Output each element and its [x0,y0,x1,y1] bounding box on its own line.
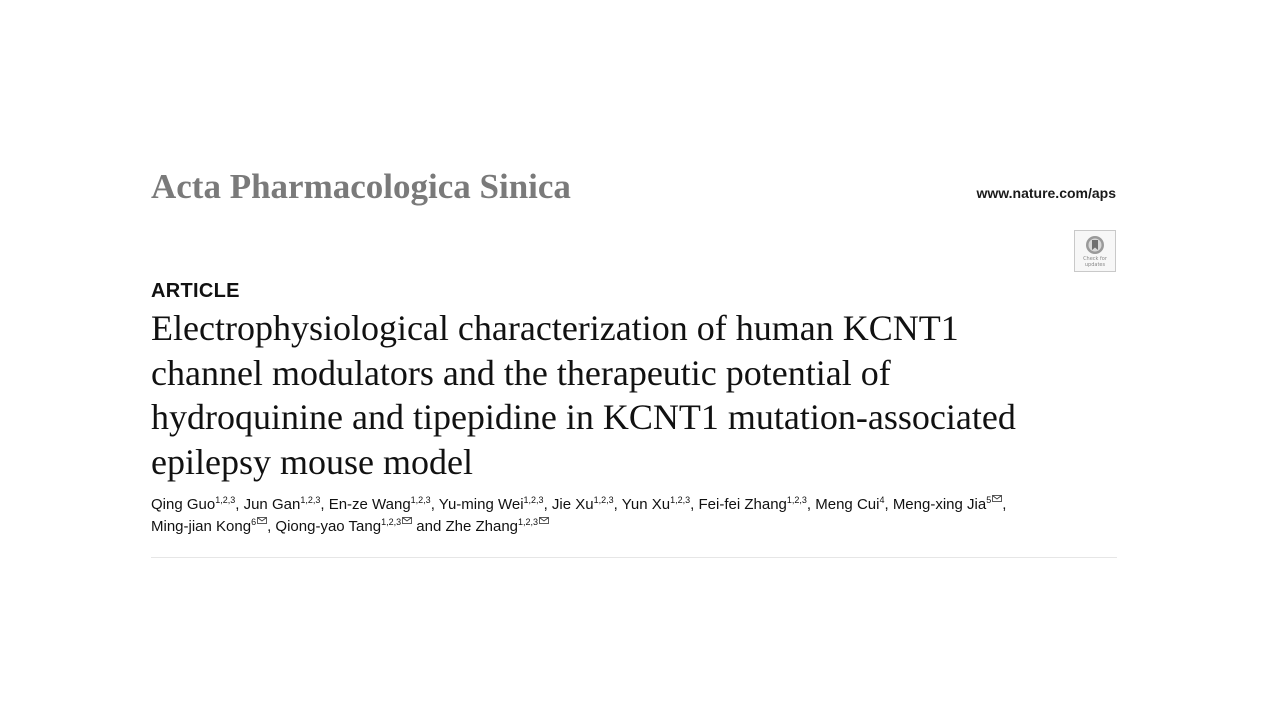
author-name: Yu-ming Wei [438,496,524,513]
author-name: Zhe Zhang [445,518,519,535]
author-affiliation: 1,2,3 [381,517,402,527]
author-name: Fei-fei Zhang [698,496,787,513]
author-affiliation: 1,2,3 [300,495,321,505]
author-name: Yun Xu [621,496,671,513]
author-affiliation: 1,2,3 [670,495,691,505]
author[interactable] [893,496,1002,513]
author-name: Ming-jian Kong [151,518,252,535]
envelope-icon[interactable] [257,517,267,524]
article-title-line: channel modulators and the therapeutic potential of [151,352,891,393]
author[interactable] [445,518,549,535]
author-separator: , [267,518,276,535]
author-name: Jie Xu [551,496,594,513]
article-title-line: epilepsy mouse model [151,441,473,482]
check-for-updates-label: Check for updates [1083,256,1107,268]
journal-name: Acta Pharmacologica Sinica [151,167,571,206]
envelope-icon[interactable] [539,517,549,524]
author[interactable] [275,518,412,535]
author[interactable] [439,496,544,513]
author[interactable] [622,496,690,513]
author[interactable] [699,496,807,513]
article-title-line: Electrophysiological characterization of human KCNT1 [151,308,959,348]
header-divider [151,557,1117,558]
author-name: Meng-xing Jia [892,496,987,513]
author-affiliation: 1,2,3 [593,495,614,505]
author-separator: , [884,496,893,513]
author-separator: and [412,518,446,535]
author-affiliation: 1,2,3 [523,495,544,505]
author-separator: , [613,496,622,513]
author[interactable] [815,496,884,513]
author-name: Qiong-yao Tang [275,518,382,535]
envelope-icon[interactable] [402,517,412,524]
author-name: Qing Guo [151,496,216,513]
author-name: Jun Gan [243,496,301,513]
article-title-line: hydroquinine and tipepidine in KCNT1 mutation-associated [151,397,1016,437]
check-for-updates-badge-icon [1085,235,1105,255]
author-separator: , [235,496,244,513]
author-line [151,516,1131,538]
author-separator: , [430,496,439,513]
author[interactable] [151,518,267,535]
author-separator: , [320,496,329,513]
author-name: En-ze Wang [328,496,411,513]
author-affiliation: 1,2,3 [518,517,539,527]
author-affiliation: 5 [986,495,992,505]
journal-url-link[interactable]: www.nature.com/aps [976,185,1116,201]
author-line [151,494,1131,516]
author-affiliation: 6 [251,517,257,527]
author-name: Meng Cui [815,496,880,513]
author[interactable] [552,496,614,513]
article-title [151,306,1141,484]
author-separator: , [1002,496,1007,513]
author[interactable] [151,496,235,513]
author[interactable] [329,496,431,513]
envelope-icon[interactable] [992,495,1002,502]
author-affiliation: 4 [879,495,885,505]
article-type-label: ARTICLE [151,280,240,302]
author-separator: , [690,496,699,513]
author-affiliation: 1,2,3 [786,495,807,505]
author-affiliation: 1,2,3 [410,495,431,505]
author[interactable] [244,496,321,513]
author-separator: , [806,496,816,513]
author-list [151,494,1131,538]
author-separator: , [543,496,552,513]
author-affiliation: 1,2,3 [215,495,236,505]
check-for-updates-badge[interactable] [1074,230,1116,272]
